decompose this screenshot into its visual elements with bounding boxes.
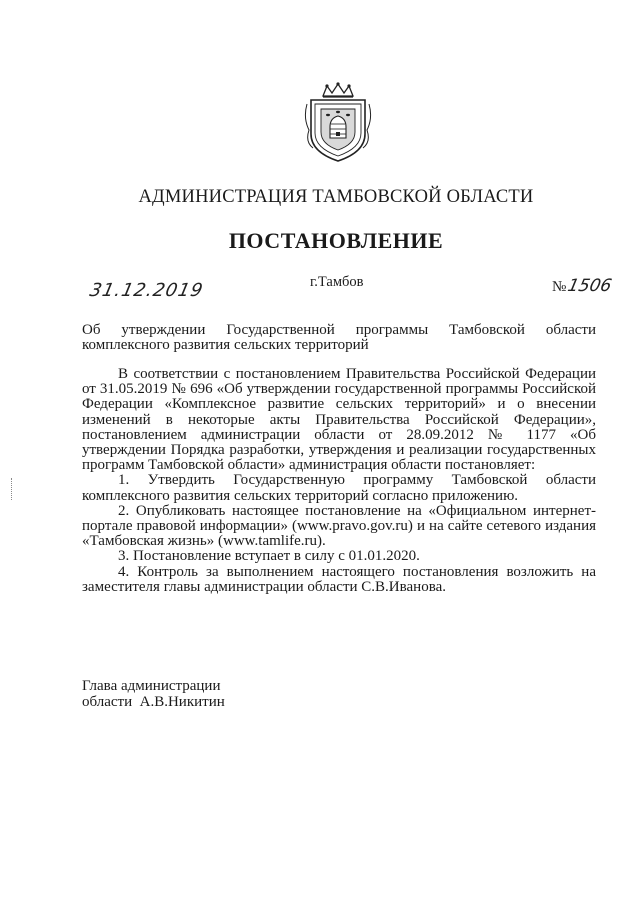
document-number: [552, 276, 612, 296]
organization-title: АДМИНИСТРАЦИЯ ТАМБОВСКОЙ ОБЛАСТИ: [138, 187, 534, 207]
signature-block: [82, 679, 225, 710]
preamble-paragraph: В соответствии с постановлением Правительства Российской Федерации от 31.05.2019 № 696 «Об утверждении государственной программы Российской Федерации «Комплексное развитие сельских территорий» и о внесении изменений в некоторые акты Правительства Российской Федерации», постановлением администрации области от 28.09.2012 № 1177 «Об утверждении Порядка разработки, утверждения и реализации государственных программ Тамбовской области» администрация области постановляет:: [82, 366, 596, 474]
margin-mark: [11, 478, 13, 500]
subject-line-2: комплексного развития сельских территорий: [82, 337, 369, 353]
resolution-item-4: 4. Контроль за выполнением настоящего постановления возложить на заместителя главы администрации области С.В.Иванова.: [82, 563, 596, 595]
resolution-item-2: 2. Опубликовать настоящее постановление на «Официальном интернет-портале правовой информации» (www.pravo.gov.ru) и на сайте сетевого издания «Тамбовская жизнь» (www.tamlife.ru).: [82, 502, 596, 550]
resolution-item-1: 1. Утвердить Государственную программу Тамбовской области комплексного развития сельских территорий согласно приложению.: [82, 472, 596, 504]
signatory-name: области А.В.Никитин: [82, 693, 225, 710]
document-city: г.Тамбов: [310, 274, 364, 290]
number-sign: №: [552, 279, 567, 295]
document-body: [82, 367, 596, 595]
document-date: 31.12.2019: [87, 280, 206, 301]
number-value: 1506: [566, 276, 614, 296]
document-subject: [82, 323, 596, 353]
resolution-item-3: 3. Постановление вступает в силу с 01.01.2020.: [118, 548, 420, 565]
document-type-title: ПОСТАНОВЛЕНИЕ: [228, 228, 444, 253]
subject-line-1: Об утверждении Государственной программы Тамбовской области: [82, 322, 596, 338]
signatory-title: Глава администрации: [82, 678, 221, 694]
coat-of-arms-icon: [301, 82, 375, 164]
